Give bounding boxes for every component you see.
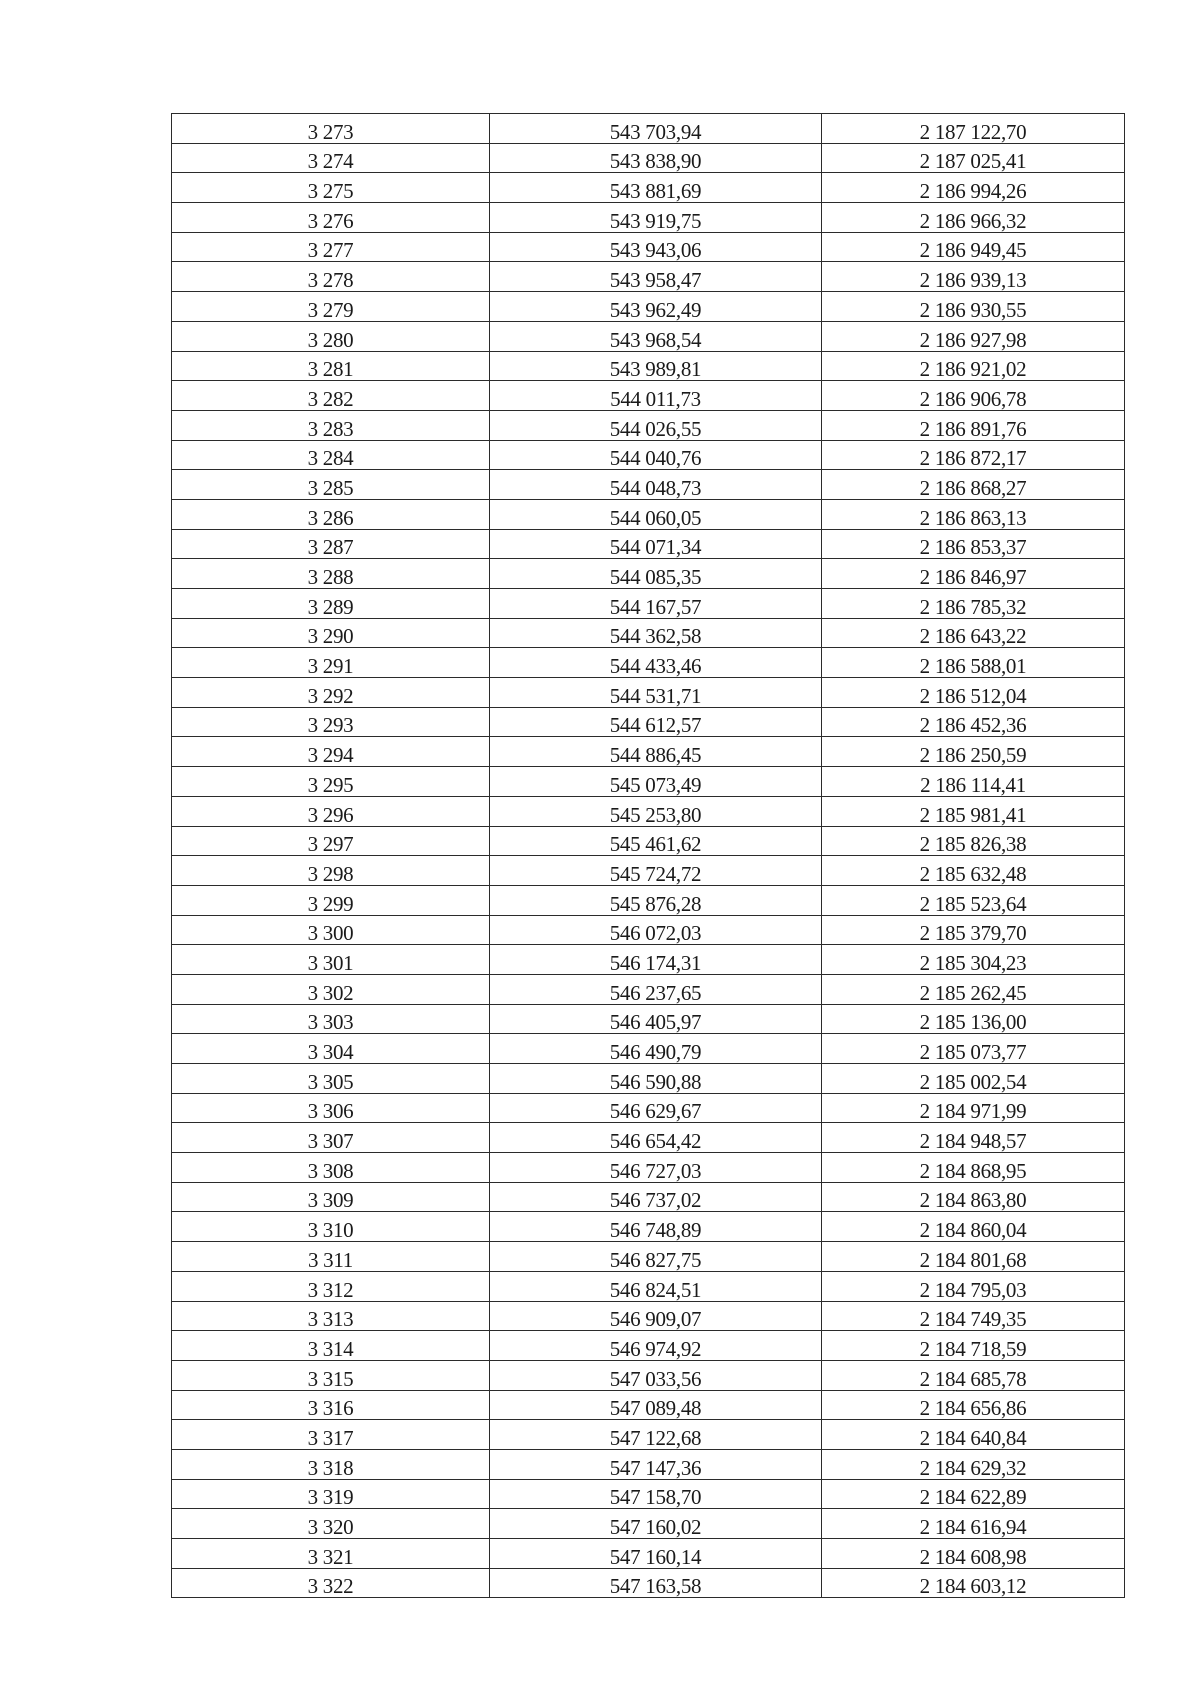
point-number-cell: 3 299 <box>172 885 490 915</box>
x-coordinate-cell: 544 071,34 <box>490 529 822 559</box>
table-row <box>172 203 1125 233</box>
x-coordinate-cell: 545 724,72 <box>490 856 822 886</box>
y-coordinate-cell: 2 184 863,80 <box>822 1182 1125 1212</box>
x-coordinate-cell: 543 989,81 <box>490 351 822 381</box>
point-number-cell: 3 295 <box>172 767 490 797</box>
x-coordinate-cell: 543 958,47 <box>490 262 822 292</box>
point-number-cell: 3 282 <box>172 381 490 411</box>
table-row <box>172 737 1125 767</box>
point-number-cell: 3 319 <box>172 1479 490 1509</box>
table-row <box>172 678 1125 708</box>
point-number-cell: 3 320 <box>172 1509 490 1539</box>
x-coordinate-cell: 546 590,88 <box>490 1064 822 1094</box>
table-row <box>172 1182 1125 1212</box>
y-coordinate-cell: 2 184 656,86 <box>822 1390 1125 1420</box>
x-coordinate-cell: 545 461,62 <box>490 826 822 856</box>
point-number-cell: 3 289 <box>172 589 490 619</box>
point-number-cell: 3 307 <box>172 1123 490 1153</box>
y-coordinate-cell: 2 186 452,36 <box>822 707 1125 737</box>
x-coordinate-cell: 546 727,03 <box>490 1153 822 1183</box>
y-coordinate-cell: 2 186 872,17 <box>822 440 1125 470</box>
x-coordinate-cell: 546 974,92 <box>490 1331 822 1361</box>
x-coordinate-cell: 546 174,31 <box>490 945 822 975</box>
y-coordinate-cell: 2 186 966,32 <box>822 203 1125 233</box>
point-number-cell: 3 315 <box>172 1360 490 1390</box>
y-coordinate-cell: 2 185 523,64 <box>822 885 1125 915</box>
x-coordinate-cell: 546 827,75 <box>490 1242 822 1272</box>
table-row <box>172 470 1125 500</box>
point-number-cell: 3 305 <box>172 1064 490 1094</box>
point-number-cell: 3 313 <box>172 1301 490 1331</box>
y-coordinate-cell: 2 185 981,41 <box>822 796 1125 826</box>
table-row <box>172 945 1125 975</box>
x-coordinate-cell: 543 968,54 <box>490 321 822 351</box>
table-row <box>172 1509 1125 1539</box>
point-number-cell: 3 312 <box>172 1271 490 1301</box>
table-row <box>172 173 1125 203</box>
table-row <box>172 1034 1125 1064</box>
table-row <box>172 826 1125 856</box>
coordinate-table <box>171 113 1125 1598</box>
point-number-cell: 3 317 <box>172 1420 490 1450</box>
point-number-cell: 3 293 <box>172 707 490 737</box>
table-row <box>172 232 1125 262</box>
x-coordinate-cell: 544 531,71 <box>490 678 822 708</box>
table-row <box>172 321 1125 351</box>
table-row <box>172 1331 1125 1361</box>
point-number-cell: 3 277 <box>172 232 490 262</box>
table-row <box>172 1539 1125 1569</box>
y-coordinate-cell: 2 184 616,94 <box>822 1509 1125 1539</box>
table-row <box>172 1449 1125 1479</box>
x-coordinate-cell: 546 737,02 <box>490 1182 822 1212</box>
y-coordinate-cell: 2 186 512,04 <box>822 678 1125 708</box>
point-number-cell: 3 275 <box>172 173 490 203</box>
y-coordinate-cell: 2 184 795,03 <box>822 1271 1125 1301</box>
x-coordinate-cell: 544 612,57 <box>490 707 822 737</box>
y-coordinate-cell: 2 185 136,00 <box>822 1004 1125 1034</box>
y-coordinate-cell: 2 187 122,70 <box>822 114 1125 144</box>
table-row <box>172 915 1125 945</box>
y-coordinate-cell: 2 184 685,78 <box>822 1360 1125 1390</box>
table-row <box>172 974 1125 1004</box>
table-row <box>172 1360 1125 1390</box>
x-coordinate-cell: 543 943,06 <box>490 232 822 262</box>
point-number-cell: 3 322 <box>172 1568 490 1598</box>
y-coordinate-cell: 2 184 860,04 <box>822 1212 1125 1242</box>
x-coordinate-cell: 544 085,35 <box>490 559 822 589</box>
x-coordinate-cell: 546 629,67 <box>490 1093 822 1123</box>
x-coordinate-cell: 545 876,28 <box>490 885 822 915</box>
x-coordinate-cell: 546 824,51 <box>490 1271 822 1301</box>
y-coordinate-cell: 2 184 868,95 <box>822 1153 1125 1183</box>
point-number-cell: 3 296 <box>172 796 490 826</box>
y-coordinate-cell: 2 185 304,23 <box>822 945 1125 975</box>
y-coordinate-cell: 2 186 853,37 <box>822 529 1125 559</box>
point-number-cell: 3 285 <box>172 470 490 500</box>
x-coordinate-cell: 544 040,76 <box>490 440 822 470</box>
table-row <box>172 707 1125 737</box>
point-number-cell: 3 278 <box>172 262 490 292</box>
x-coordinate-cell: 546 237,65 <box>490 974 822 1004</box>
y-coordinate-cell: 2 185 826,38 <box>822 826 1125 856</box>
y-coordinate-cell: 2 184 718,59 <box>822 1331 1125 1361</box>
y-coordinate-cell: 2 186 863,13 <box>822 499 1125 529</box>
y-coordinate-cell: 2 186 939,13 <box>822 262 1125 292</box>
point-number-cell: 3 310 <box>172 1212 490 1242</box>
y-coordinate-cell: 2 186 846,97 <box>822 559 1125 589</box>
point-number-cell: 3 281 <box>172 351 490 381</box>
y-coordinate-cell: 2 185 379,70 <box>822 915 1125 945</box>
table-row <box>172 114 1125 144</box>
y-coordinate-cell: 2 186 250,59 <box>822 737 1125 767</box>
y-coordinate-cell: 2 185 073,77 <box>822 1034 1125 1064</box>
table-row <box>172 1390 1125 1420</box>
x-coordinate-cell: 545 073,49 <box>490 767 822 797</box>
y-coordinate-cell: 2 186 906,78 <box>822 381 1125 411</box>
point-number-cell: 3 288 <box>172 559 490 589</box>
y-coordinate-cell: 2 184 603,12 <box>822 1568 1125 1598</box>
y-coordinate-cell: 2 184 749,35 <box>822 1301 1125 1331</box>
table-row <box>172 1301 1125 1331</box>
x-coordinate-cell: 544 362,58 <box>490 618 822 648</box>
table-row <box>172 1093 1125 1123</box>
table-row <box>172 410 1125 440</box>
point-number-cell: 3 309 <box>172 1182 490 1212</box>
table-row <box>172 589 1125 619</box>
x-coordinate-cell: 543 962,49 <box>490 292 822 322</box>
y-coordinate-cell: 2 186 927,98 <box>822 321 1125 351</box>
x-coordinate-cell: 544 026,55 <box>490 410 822 440</box>
x-coordinate-cell: 545 253,80 <box>490 796 822 826</box>
point-number-cell: 3 306 <box>172 1093 490 1123</box>
x-coordinate-cell: 544 886,45 <box>490 737 822 767</box>
x-coordinate-cell: 544 011,73 <box>490 381 822 411</box>
table-row <box>172 499 1125 529</box>
point-number-cell: 3 274 <box>172 143 490 173</box>
x-coordinate-cell: 543 703,94 <box>490 114 822 144</box>
x-coordinate-cell: 546 072,03 <box>490 915 822 945</box>
point-number-cell: 3 284 <box>172 440 490 470</box>
table-row <box>172 292 1125 322</box>
table-row <box>172 351 1125 381</box>
table-row <box>172 381 1125 411</box>
point-number-cell: 3 301 <box>172 945 490 975</box>
y-coordinate-cell: 2 184 948,57 <box>822 1123 1125 1153</box>
x-coordinate-cell: 547 122,68 <box>490 1420 822 1450</box>
table-row <box>172 1568 1125 1598</box>
x-coordinate-cell: 543 919,75 <box>490 203 822 233</box>
y-coordinate-cell: 2 184 640,84 <box>822 1420 1125 1450</box>
point-number-cell: 3 279 <box>172 292 490 322</box>
x-coordinate-cell: 547 089,48 <box>490 1390 822 1420</box>
table-row <box>172 559 1125 589</box>
point-number-cell: 3 290 <box>172 618 490 648</box>
y-coordinate-cell: 2 186 994,26 <box>822 173 1125 203</box>
table-row <box>172 1212 1125 1242</box>
x-coordinate-cell: 546 748,89 <box>490 1212 822 1242</box>
y-coordinate-cell: 2 186 868,27 <box>822 470 1125 500</box>
table-row <box>172 1271 1125 1301</box>
x-coordinate-cell: 547 163,58 <box>490 1568 822 1598</box>
table-row <box>172 1004 1125 1034</box>
x-coordinate-cell: 543 838,90 <box>490 143 822 173</box>
point-number-cell: 3 318 <box>172 1449 490 1479</box>
y-coordinate-cell: 2 185 002,54 <box>822 1064 1125 1094</box>
table-row <box>172 885 1125 915</box>
y-coordinate-cell: 2 184 971,99 <box>822 1093 1125 1123</box>
point-number-cell: 3 294 <box>172 737 490 767</box>
table-row <box>172 1420 1125 1450</box>
y-coordinate-cell: 2 184 608,98 <box>822 1539 1125 1569</box>
y-coordinate-cell: 2 184 629,32 <box>822 1449 1125 1479</box>
table-row <box>172 1242 1125 1272</box>
x-coordinate-cell: 543 881,69 <box>490 173 822 203</box>
x-coordinate-cell: 546 490,79 <box>490 1034 822 1064</box>
point-number-cell: 3 292 <box>172 678 490 708</box>
point-number-cell: 3 314 <box>172 1331 490 1361</box>
point-number-cell: 3 286 <box>172 499 490 529</box>
point-number-cell: 3 298 <box>172 856 490 886</box>
y-coordinate-cell: 2 186 921,02 <box>822 351 1125 381</box>
y-coordinate-cell: 2 186 114,41 <box>822 767 1125 797</box>
y-coordinate-cell: 2 184 801,68 <box>822 1242 1125 1272</box>
x-coordinate-cell: 546 405,97 <box>490 1004 822 1034</box>
table-row <box>172 856 1125 886</box>
y-coordinate-cell: 2 186 891,76 <box>822 410 1125 440</box>
point-number-cell: 3 297 <box>172 826 490 856</box>
point-number-cell: 3 308 <box>172 1153 490 1183</box>
table-row <box>172 1064 1125 1094</box>
table-row <box>172 796 1125 826</box>
point-number-cell: 3 303 <box>172 1004 490 1034</box>
point-number-cell: 3 280 <box>172 321 490 351</box>
x-coordinate-cell: 546 909,07 <box>490 1301 822 1331</box>
x-coordinate-cell: 544 048,73 <box>490 470 822 500</box>
point-number-cell: 3 291 <box>172 648 490 678</box>
y-coordinate-cell: 2 187 025,41 <box>822 143 1125 173</box>
y-coordinate-cell: 2 186 930,55 <box>822 292 1125 322</box>
x-coordinate-cell: 547 033,56 <box>490 1360 822 1390</box>
table-row <box>172 143 1125 173</box>
table-row <box>172 1479 1125 1509</box>
point-number-cell: 3 273 <box>172 114 490 144</box>
y-coordinate-cell: 2 186 643,22 <box>822 618 1125 648</box>
point-number-cell: 3 300 <box>172 915 490 945</box>
point-number-cell: 3 311 <box>172 1242 490 1272</box>
coordinate-table-body <box>172 114 1125 1598</box>
x-coordinate-cell: 546 654,42 <box>490 1123 822 1153</box>
x-coordinate-cell: 547 160,14 <box>490 1539 822 1569</box>
y-coordinate-cell: 2 186 588,01 <box>822 648 1125 678</box>
y-coordinate-cell: 2 185 262,45 <box>822 974 1125 1004</box>
x-coordinate-cell: 544 060,05 <box>490 499 822 529</box>
x-coordinate-cell: 547 158,70 <box>490 1479 822 1509</box>
table-row <box>172 648 1125 678</box>
y-coordinate-cell: 2 186 785,32 <box>822 589 1125 619</box>
table-row <box>172 440 1125 470</box>
point-number-cell: 3 283 <box>172 410 490 440</box>
y-coordinate-cell: 2 185 632,48 <box>822 856 1125 886</box>
y-coordinate-cell: 2 186 949,45 <box>822 232 1125 262</box>
point-number-cell: 3 304 <box>172 1034 490 1064</box>
point-number-cell: 3 321 <box>172 1539 490 1569</box>
x-coordinate-cell: 547 147,36 <box>490 1449 822 1479</box>
point-number-cell: 3 276 <box>172 203 490 233</box>
table-row <box>172 1153 1125 1183</box>
table-row <box>172 262 1125 292</box>
x-coordinate-cell: 544 167,57 <box>490 589 822 619</box>
table-row <box>172 618 1125 648</box>
point-number-cell: 3 316 <box>172 1390 490 1420</box>
point-number-cell: 3 287 <box>172 529 490 559</box>
point-number-cell: 3 302 <box>172 974 490 1004</box>
y-coordinate-cell: 2 184 622,89 <box>822 1479 1125 1509</box>
table-row <box>172 529 1125 559</box>
table-row <box>172 767 1125 797</box>
table-row <box>172 1123 1125 1153</box>
x-coordinate-cell: 544 433,46 <box>490 648 822 678</box>
x-coordinate-cell: 547 160,02 <box>490 1509 822 1539</box>
